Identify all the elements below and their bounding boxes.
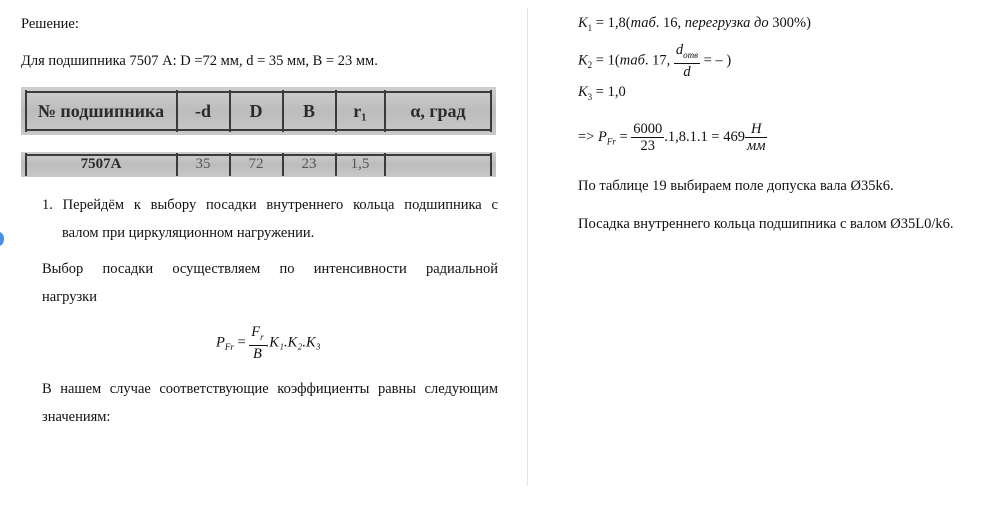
cell-d: 35 xyxy=(195,156,211,172)
item1-line1: 1. Перейдём к выбору посадки внутреннего кольца подшипника с xyxy=(42,197,498,213)
cell-bearing-no: 7507А xyxy=(80,156,122,172)
header-alpha: α, град xyxy=(410,100,466,121)
fit-line: Посадка внутреннего кольца подшипника с валом Ø35L0/k6. xyxy=(578,216,954,232)
intensity-formula: $P_{Fr}$ = $\frac{F_r}{B}$ .K₁.K₂.K₃ xyxy=(216,324,321,362)
result-formula: => $P_{Fr}$ = $\frac{6000}{23}$ .1,8.1.1 = 469 $\frac{Н}{мм}$ xyxy=(578,121,766,154)
item1-line2: валом при циркуляционном нагружении. xyxy=(62,225,315,241)
para1-line1: Выбор посадки осуществляем по интенсивности радиальной xyxy=(42,261,498,277)
k1-coefficient: $K_1 = 1,8(таб$. 16, перегрузка до 300%) xyxy=(578,15,811,33)
cell-B: 23 xyxy=(301,156,317,172)
k3-coefficient: $K_3 = 1,0$ xyxy=(578,84,626,102)
para1-line2: нагрузки xyxy=(42,289,97,305)
header-r1: r₁ xyxy=(353,100,367,121)
header-bearing-no: № подшипника xyxy=(37,100,165,121)
bearing-table-header xyxy=(21,87,496,135)
bearing-dimensions: Для подшипника 7507 А: D =72 мм, d = 35 мм, B = 23 мм. xyxy=(21,53,378,69)
para2-line2: значениям: xyxy=(42,409,111,425)
cell-r1: 1,5 xyxy=(350,156,370,172)
k2-coefficient: $K_2 = 1(таб$. 17, $\frac{d_{отв}}{d}$ = – ) xyxy=(578,42,732,80)
column-divider xyxy=(527,8,528,486)
header-B: B xyxy=(302,100,315,121)
header-d: -d xyxy=(194,100,211,121)
header-D: D xyxy=(249,100,263,121)
solution-heading: Решение: xyxy=(21,16,79,32)
shaft-tolerance-line: По таблице 19 выбираем поле допуска вала Ø35k6. xyxy=(578,178,894,194)
para2-line1: В нашем случае соответствующие коэффициенты равны следующим xyxy=(42,381,498,397)
cell-D: 72 xyxy=(248,156,264,172)
cell-alpha xyxy=(386,154,490,175)
side-marker xyxy=(0,232,4,246)
bearing-table-row xyxy=(21,152,496,177)
